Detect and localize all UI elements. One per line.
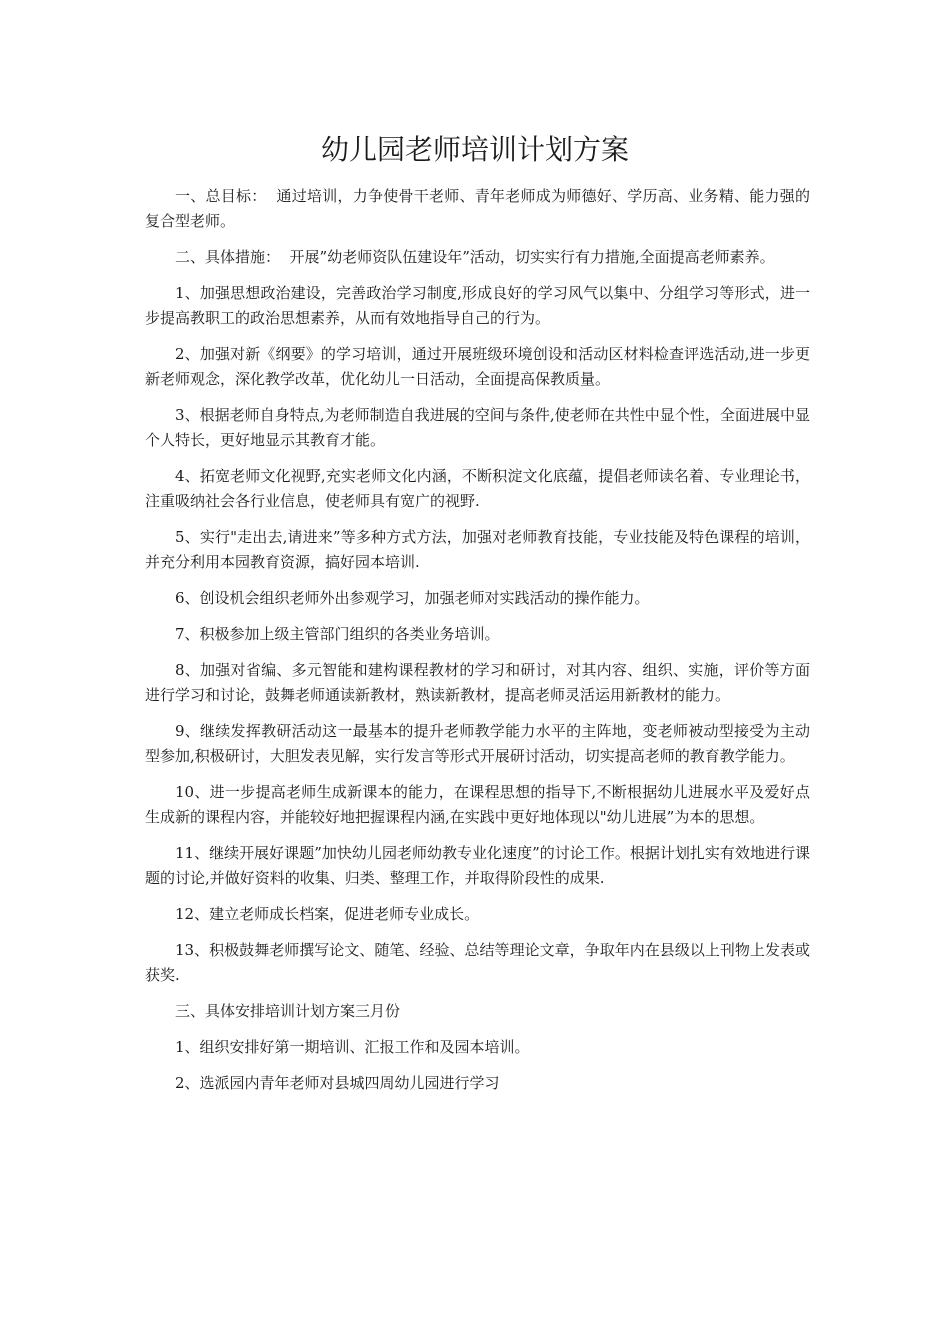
paragraph-schedule-heading: 三、具体安排培训计划方案三月份 (175, 1002, 401, 1020)
paragraph-schedule-2: 2、选派园内青年老师对县城四周幼儿园进行学习 (175, 1074, 500, 1092)
paragraph-item-8: 8、加强对省编、多元智能和建构课程教材的学习和研讨，对其内容、组织、实施，评价等方面进行学习和讨论，鼓舞老师通读新教材，熟读新教材，提高老师灵活运用新教材的能力。 (145, 661, 810, 704)
paragraph-item-7: 7、积极参加上级主管部门组织的各类业务培训。 (175, 625, 500, 643)
paragraph-item-12: 12、建立老师成长档案，促进老师专业成长。 (175, 905, 480, 923)
paragraph-item-3: 3、根据老师自身特点,为老师制造自我进展的空间与条件,使老师在共性中显个性，全面进展中显个人特长，更好地显示其教育才能。 (145, 406, 810, 449)
paragraph-item-2: 2、加强对新《纲要》的学习培训，通过开展班级环境创设和活动区材料检查评选活动,进一步更新老师观念，深化教学改革，优化幼儿一日活动，全面提高保教质量。 (145, 345, 810, 388)
document-body (145, 184, 810, 1107)
paragraph-item-10: 10、进一步提高老师生成新课本的能力，在课程思想的指导下,不断根据幼儿进展水平及爱好点生成新的课程内容，并能较好地把握课程内涵,在实践中更好地体现以"幼儿进展”为本的思想。 (145, 783, 810, 826)
paragraph-item-6: 6、创设机会组织老师外出参观学习，加强老师对实践活动的操作能力。 (175, 589, 650, 607)
paragraph-schedule-1: 1、组织安排好第一期培训、汇报工作和及园本培训。 (175, 1038, 530, 1056)
paragraph-item-4: 4、拓宽老师文化视野,充实老师文化内涵，不断积淀文化底蕴，提倡老师读名着、专业理论书，注重吸纳社会各行业信息，使老师具有宽广的视野. (145, 467, 810, 510)
paragraph-item-5: 5、实行"走出去,请进来”等多种方式方法，加强对老师教育技能，专业技能及特色课程的培训，并充分利用本园教育资源，搞好园本培训. (145, 528, 810, 571)
paragraph-item-1: 1、加强思想政治建设，完善政治学习制度,形成良好的学习风气以集中、分组学习等形式，进一步提高教职工的政治思想素养，从而有效地指导自己的行为。 (145, 284, 810, 327)
paragraph-measures: 二、具体措施： 开展”幼老师资队伍建设年”活动，切实实行有力措施,全面提高老师素养。 (175, 248, 775, 266)
document-title: 幼儿园老师培训计划方案 (320, 133, 629, 166)
paragraph-item-11: 11、继续开展好课题”加快幼儿园老师幼教专业化速度”的讨论工作。根据计划扎实有效地进行课题的讨论,并做好资料的收集、归类、整理工作，并取得阶段性的成果. (145, 844, 810, 887)
paragraph-goal: 一、总目标： 通过培训，力争使骨干老师、青年老师成为师德好、学历高、业务精、能力强的复合型老师。 (145, 187, 810, 230)
paragraph-item-9: 9、继续发挥教研活动这一最基本的提升老师教学能力水平的主阵地，变老师被动型接受为主动型参加,积极研讨，大胆发表见解，实行发言等形式开展研讨活动，切实提高老师的教育教学能力。 (145, 722, 810, 765)
paragraph-item-13: 13、积极鼓舞老师撰写论文、随笔、经验、总结等理论文章，争取年内在县级以上刊物上发表或获奖. (145, 941, 810, 984)
